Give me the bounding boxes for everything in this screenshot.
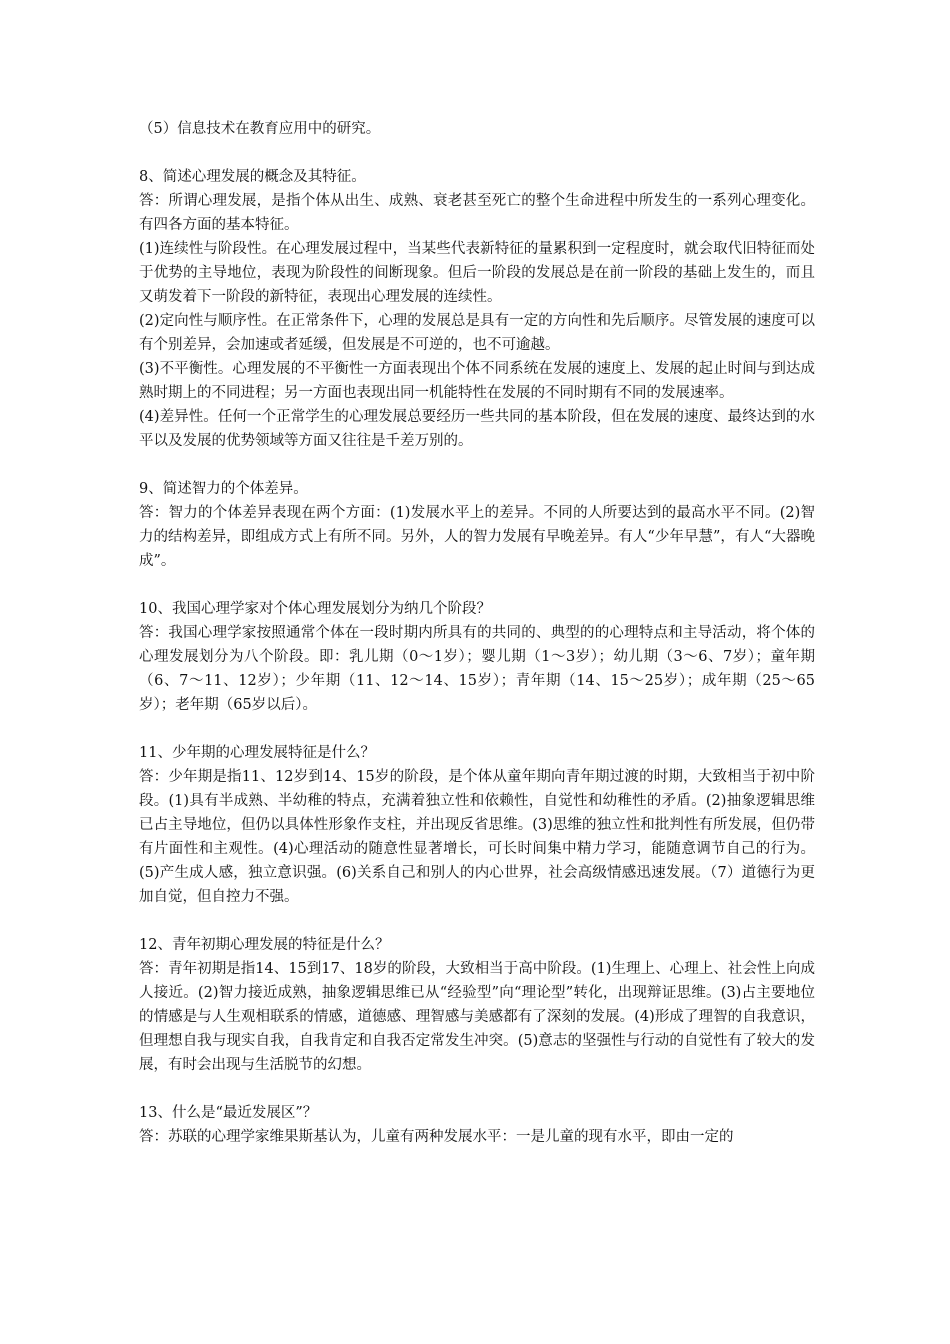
- section-8: [139, 165, 815, 453]
- answer-12: 答：青年初期是指14、15到17、18岁的阶段，大致相当于高中阶段。(1)生理上、心理上、社会性上向成人接近。(2)智力接近成熟，抽象逻辑思维已从“经验型”向“理论型”转化，出现辩证思维。(3)占主要地位的情感是与人生观相联系的情感，道德感、理智感与美感都有了深刻的发展。(4)形成了理智的自我意识，但理想自我与现实自我，自我肯定和自我否定常发生冲突。(5)意志的坚强性与行动的自觉性有了较大的发展，有时会出现与生活脱节的幻想。: [139, 961, 815, 1073]
- document-page: [139, 117, 815, 1149]
- answer-8-point-3: (3)不平衡性。心理发展的不平衡性一方面表现出个体不同系统在发展的速度上、发展的起止时间与到达成熟时期上的不同进程；另一方面也表现出同一机能特性在发展的不同时期有不同的发展速率。: [139, 361, 815, 401]
- question-10: 10、我国心理学家对个体心理发展划分为纳几个阶段？: [139, 601, 491, 617]
- question-13: 13、什么是“最近发展区”？: [139, 1105, 318, 1121]
- answer-10: 答：我国心理学家按照通常个体在一段时期内所具有的共同的、典型的的心理特点和主导活动，将个体的心理发展划分为八个阶段。即：乳儿期（0～1岁）；婴儿期（1～3岁）；幼儿期（3～6、7岁）；童年期（6、7～11、12岁）；少年期（11、12～14、15岁）；青年期（14、15～25岁）；成年期（25～65岁）；老年期（65岁以后）。: [139, 625, 815, 713]
- answer-8-definition: 答：所谓心理发展，是指个体从出生、成熟、衰老甚至死亡的整个生命进程中所发生的一系列心理变化。有四各方面的基本特征。: [139, 193, 815, 233]
- section-10: [139, 597, 815, 717]
- answer-8-point-2: (2)定向性与顺序性。在正常条件下，心理的发展总是具有一定的方向性和先后顺序。尽管发展的速度可以有个别差异，会加速或者延缓，但发展是不可逆的，也不可逾越。: [139, 313, 815, 353]
- section-13: [139, 1101, 815, 1149]
- question-8: 8、简述心理发展的概念及其特征。: [139, 169, 366, 185]
- question-9: 9、简述智力的个体差异。: [139, 481, 308, 497]
- question-11: 11、少年期的心理发展特征是什么？: [139, 745, 375, 761]
- section-11: [139, 741, 815, 909]
- intro-item-5: （5）信息技术在教育应用中的研究。: [139, 121, 381, 137]
- answer-11: 答：少年期是指11、12岁到14、15岁的阶段，是个体从童年期向青年期过渡的时期，大致相当于初中阶段。(1)具有半成熟、半幼稚的特点，充满着独立性和依赖性，自觉性和幼稚性的矛盾。(2)抽象逻辑思维已占主导地位，但仍以具体性形象作支柱，并出现反省思维。(3)思维的独立性和批判性有所发展，但仍带有片面性和主观性。(4)心理活动的随意性显著增长，可长时间集中精力学习，能随意调节自己的行为。(5)产生成人感，独立意识强。(6)关系自己和别人的内心世界，社会高级情感迅速发展。（7）道德行为更加自觉，但自控力不强。: [139, 769, 815, 905]
- answer-8-point-4: (4)差异性。任何一个正常学生的心理发展总要经历一些共同的基本阶段，但在发展的速度、最终达到的水平以及发展的优势领域等方面又往往是千差万别的。: [139, 409, 815, 449]
- section-12: [139, 933, 815, 1077]
- question-12: 12、青年初期心理发展的特征是什么？: [139, 937, 390, 953]
- section-9: [139, 477, 815, 573]
- answer-9: 答：智力的个体差异表现在两个方面：(1)发展水平上的差异。不同的人所要达到的最高水平不同。(2)智力的结构差异，即组成方式上有所不同。另外，人的智力发展有早晚差异。有人“少年早慧”，有人“大器晚成”。: [139, 505, 815, 569]
- answer-8-point-1: (1)连续性与阶段性。在心理发展过程中，当某些代表新特征的量累积到一定程度时，就会取代旧特征而处于优势的主导地位，表现为阶段性的间断现象。但后一阶段的发展总是在前一阶段的基础上发生的，而且又萌发着下一阶段的新特征，表现出心理发展的连续性。: [139, 241, 815, 305]
- answer-13: 答：苏联的心理学家维果斯基认为，儿童有两种发展水平：一是儿童的现有水平，即由一定的: [139, 1129, 734, 1145]
